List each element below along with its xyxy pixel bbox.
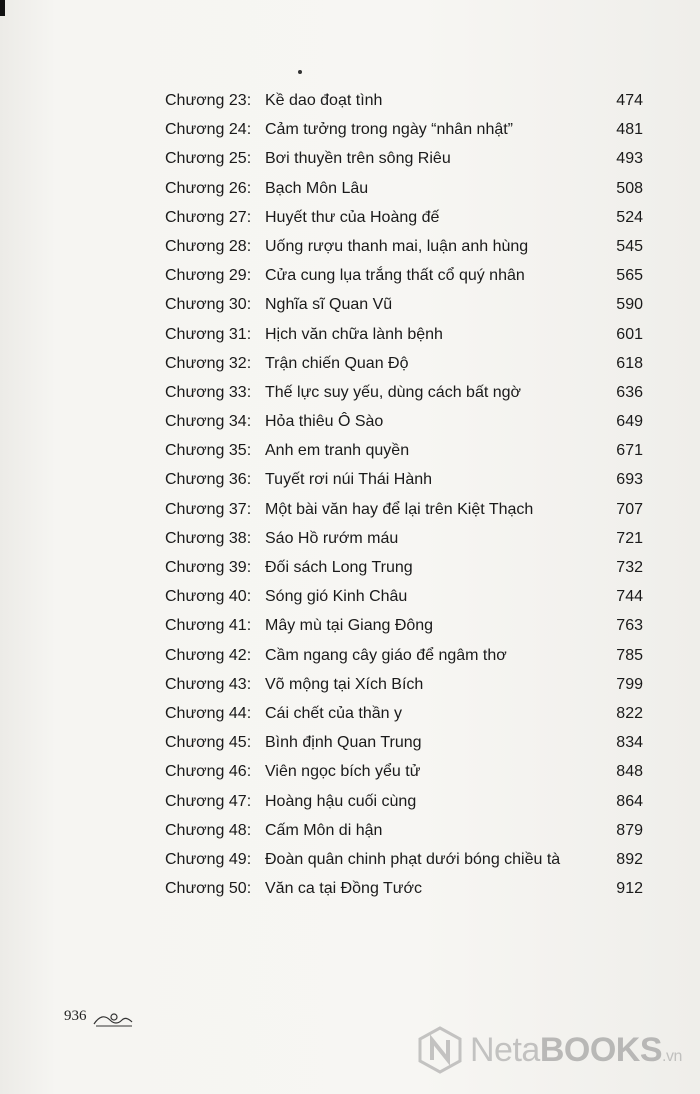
toc-page-number: 565 <box>616 267 643 285</box>
toc-page-number: 822 <box>616 704 643 722</box>
toc-entry <box>165 86 643 115</box>
toc-page-number: 649 <box>616 413 643 431</box>
toc-page-number: 799 <box>616 675 643 693</box>
toc-chapter-label: Chương 35: <box>165 442 252 460</box>
watermark-tld: .vn <box>662 1047 682 1065</box>
toc-chapter-label: Chương 26: <box>165 179 252 197</box>
toc-chapter-title: Sáo Hồ rướm máu <box>265 529 399 547</box>
toc-chapter-title: Thế lực suy yếu, dùng cách bất ngờ <box>265 383 522 401</box>
toc-chapter-label: Chương 44: <box>165 704 252 722</box>
toc-entry <box>165 320 643 349</box>
scan-edge-mark <box>0 0 5 16</box>
toc-chapter-label: Chương 39: <box>165 559 252 576</box>
toc-page-number: 864 <box>616 792 643 810</box>
toc-chapter-label: Chương 47: <box>165 792 252 810</box>
toc-entry <box>165 816 643 845</box>
toc-chapter-title: Sóng gió Kinh Châu <box>265 588 408 606</box>
toc-page-number: 508 <box>616 179 643 197</box>
toc-chapter-title: Võ mộng tại Xích Bích <box>265 675 424 693</box>
toc-entry <box>165 670 643 699</box>
toc-chapter-label: Chương 33: <box>165 383 252 401</box>
toc-page-number: 474 <box>616 92 643 109</box>
toc-entry <box>165 757 643 786</box>
toc-chapter-label: Chương 48: <box>165 821 252 839</box>
netabooks-watermark <box>418 1026 682 1074</box>
toc-chapter-label: Chương 50: <box>165 880 252 898</box>
watermark-brand-light: Neta <box>470 1030 540 1069</box>
toc-chapter-label: Chương 32: <box>165 354 252 372</box>
toc-chapter-title: Văn ca tại Đồng Tước <box>265 880 422 898</box>
toc-chapter-title: Cảm tưởng trong ngày “nhân nhật” <box>265 121 514 139</box>
toc-chapter-label: Chương 38: <box>165 529 252 547</box>
table-of-contents <box>165 86 643 903</box>
toc-entry <box>165 115 643 144</box>
toc-page-number: 493 <box>616 150 643 168</box>
toc-entry <box>165 465 643 494</box>
toc-entry <box>165 553 643 582</box>
toc-page-number: 524 <box>616 208 643 226</box>
toc-chapter-title: Bạch Môn Lâu <box>265 179 369 197</box>
toc-chapter-label: Chương 36: <box>165 471 252 489</box>
toc-chapter-label: Chương 46: <box>165 763 252 781</box>
toc-chapter-title: Cửa cung lụa trắng thất cổ quý nhân <box>265 267 525 285</box>
toc-entry <box>165 174 643 203</box>
printer-dot <box>298 70 302 74</box>
toc-chapter-label: Chương 40: <box>165 588 252 606</box>
toc-entry <box>165 524 643 553</box>
page-number: 936 <box>64 1008 87 1024</box>
toc-chapter-title: Bình định Quan Trung <box>265 734 422 752</box>
toc-page-number: 618 <box>616 354 643 372</box>
toc-chapter-label: Chương 34: <box>165 413 252 431</box>
toc-page-number: 848 <box>616 763 643 781</box>
toc-chapter-label: Chương 42: <box>165 646 252 664</box>
toc-entry <box>165 378 643 407</box>
toc-chapter-title: Cái chết của thần y <box>265 704 402 722</box>
toc-entry <box>165 144 643 173</box>
toc-page-number: 721 <box>616 529 643 547</box>
toc-chapter-title: Cầm ngang cây giáo để ngâm thơ <box>265 646 507 664</box>
toc-page-number: 707 <box>616 500 643 518</box>
toc-page-number: 744 <box>616 588 643 606</box>
toc-page-number: 671 <box>616 442 643 460</box>
toc-entry <box>165 699 643 728</box>
toc-chapter-title: Kề dao đoạt tình <box>265 92 383 109</box>
toc-entry <box>165 845 643 874</box>
toc-entry <box>165 787 643 816</box>
toc-chapter-label: Chương 25: <box>165 150 252 168</box>
toc-page-number: 545 <box>616 237 643 255</box>
toc-chapter-title: Đoàn quân chinh phạt dưới bóng chiều tà <box>265 850 561 868</box>
toc-page-number: 732 <box>616 559 643 576</box>
toc-entry <box>165 611 643 640</box>
toc-page-number: 785 <box>616 646 643 664</box>
toc-page-number: 879 <box>616 821 643 839</box>
toc-entry <box>165 495 643 524</box>
toc-chapter-title: Tuyết rơi núi Thái Hành <box>265 471 433 489</box>
toc-chapter-title: Mây mù tại Giang Đông <box>265 617 434 635</box>
toc-page-number: 693 <box>616 471 643 489</box>
toc-chapter-label: Chương 31: <box>165 325 252 343</box>
toc-page-number: 481 <box>616 121 643 139</box>
toc-chapter-label: Chương 49: <box>165 850 252 868</box>
toc-chapter-title: Nghĩa sĩ Quan Vũ <box>265 296 393 314</box>
toc-chapter-title: Cấm Môn di hận <box>265 821 383 839</box>
toc-entry <box>165 290 643 319</box>
toc-page-number: 636 <box>616 383 643 401</box>
toc-chapter-label: Chương 45: <box>165 734 252 752</box>
toc-chapter-title: Anh em tranh quyền <box>265 442 410 460</box>
toc-chapter-label: Chương 29: <box>165 267 252 285</box>
toc-page-number: 590 <box>616 296 643 314</box>
toc-entry <box>165 349 643 378</box>
toc-entry <box>165 728 643 757</box>
toc-chapter-label: Chương 28: <box>165 237 252 255</box>
toc-page-number: 912 <box>616 880 643 898</box>
toc-page-number: 601 <box>616 325 643 343</box>
toc-chapter-title: Hịch văn chữa lành bệnh <box>265 325 443 343</box>
toc-chapter-label: Chương 43: <box>165 675 252 693</box>
toc-entry <box>165 641 643 670</box>
toc-page-number: 892 <box>616 850 643 868</box>
reading-man-ornament-icon <box>92 1008 136 1028</box>
toc-entry <box>165 203 643 232</box>
toc-chapter-label: Chương 24: <box>165 121 252 139</box>
watermark-brand-bold: BOOKS <box>539 1030 663 1069</box>
toc-chapter-title: Một bài văn hay để lại trên Kiệt Thạch <box>265 500 534 518</box>
toc-entry <box>165 874 643 903</box>
toc-chapter-label: Chương 27: <box>165 208 252 226</box>
toc-chapter-title: Uống rượu thanh mai, luận anh hùng <box>265 237 529 255</box>
toc-chapter-label: Chương 30: <box>165 296 252 314</box>
n-hexagon-logo-icon <box>418 1026 462 1074</box>
toc-entry <box>165 261 643 290</box>
toc-chapter-title: Hoàng hậu cuối cùng <box>265 792 417 810</box>
toc-entry <box>165 232 643 261</box>
toc-chapter-title: Trận chiến Quan Độ <box>265 354 409 372</box>
toc-page-number: 834 <box>616 734 643 752</box>
toc-chapter-label: Chương 37: <box>165 500 252 518</box>
toc-chapter-title: Viên ngọc bích yểu tử <box>265 763 421 781</box>
toc-entry <box>165 582 643 611</box>
toc-chapter-title: Huyết thư của Hoàng đế <box>265 208 440 226</box>
toc-chapter-title: Bơi thuyền trên sông Riêu <box>265 150 451 168</box>
watermark-text <box>470 1031 682 1070</box>
toc-entry <box>165 407 643 436</box>
toc-chapter-title: Hỏa thiêu Ô Sào <box>265 413 384 431</box>
toc-chapter-title: Đối sách Long Trung <box>265 559 413 576</box>
toc-chapter-label: Chương 23: <box>165 92 252 109</box>
toc-chapter-label: Chương 41: <box>165 617 252 635</box>
toc-entry <box>165 436 643 465</box>
toc-page-number: 763 <box>616 617 643 635</box>
